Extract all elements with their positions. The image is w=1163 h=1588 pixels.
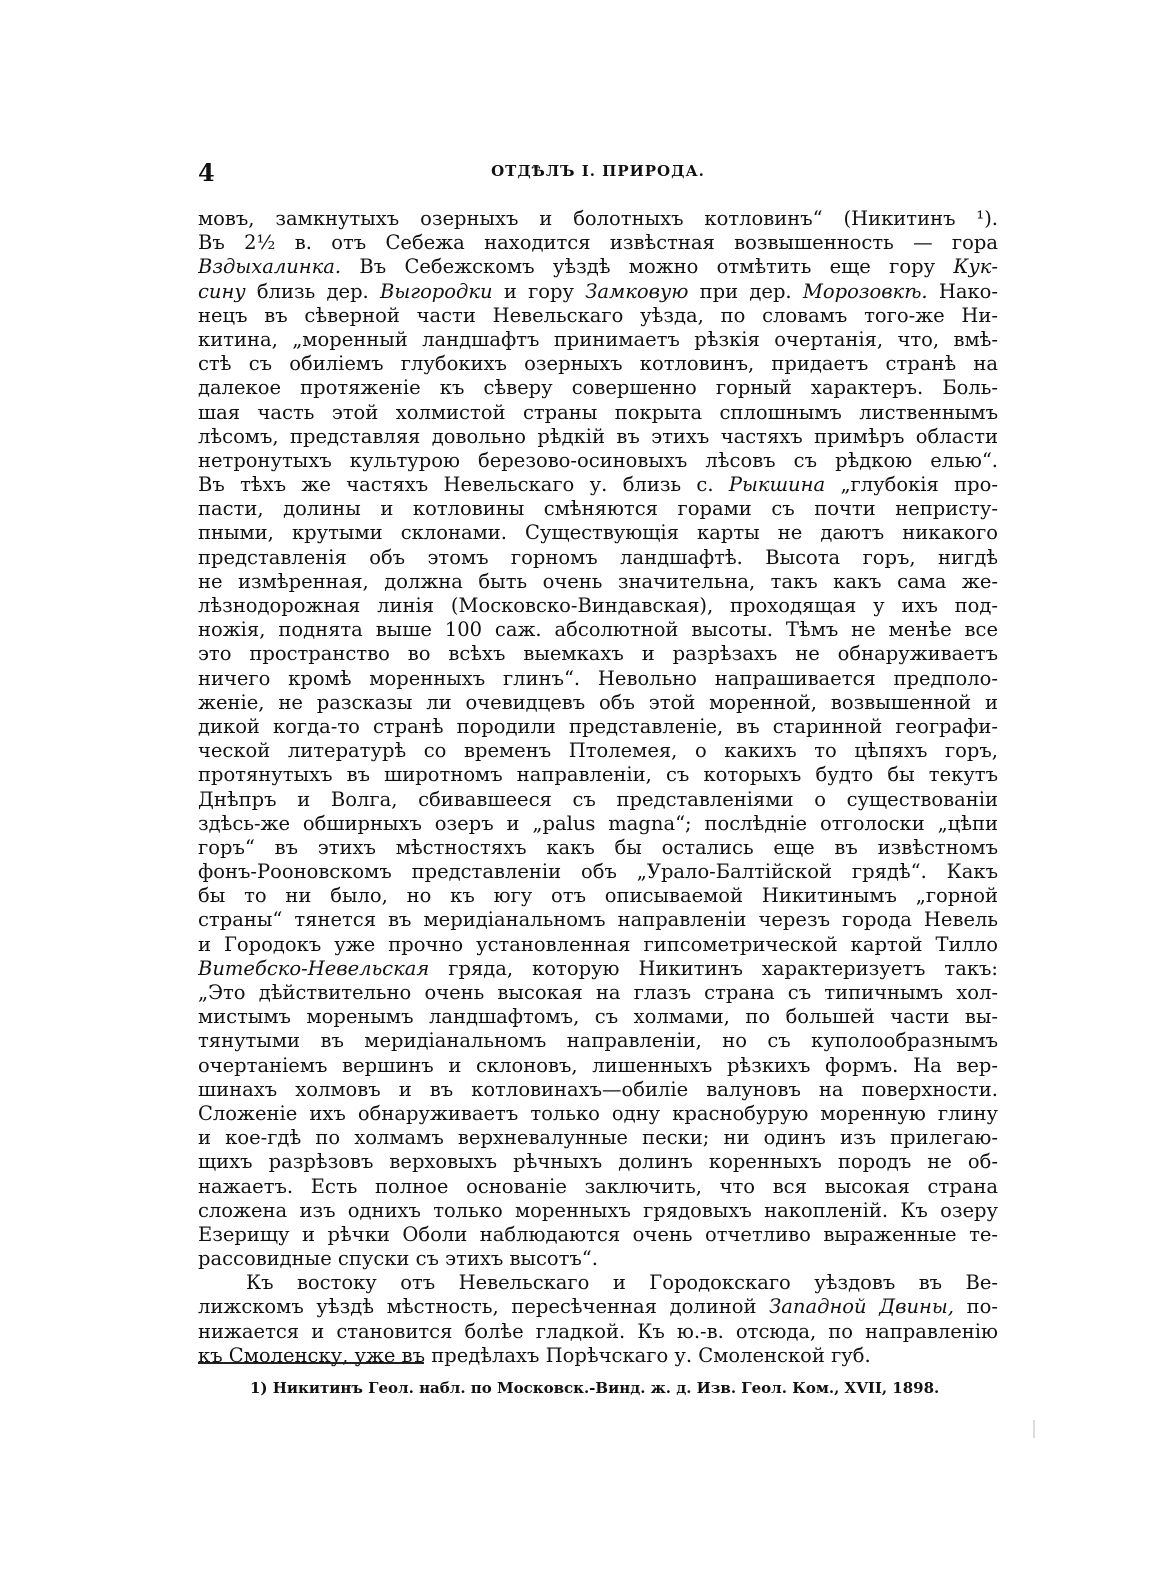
italic-text: сину — [198, 279, 246, 303]
text-run: рассовидные спуски съ этихъ высотъ“. — [198, 1247, 598, 1271]
text-line — [198, 1005, 998, 1029]
text-run: пасти, долины и котловины смѣняются горами съ почти непристу- — [198, 497, 998, 521]
text-line — [198, 933, 998, 957]
text-run: и Городокъ уже прочно установленная гипсометрической картой Тилло — [198, 932, 998, 956]
italic-text: Витебско-Невельская — [198, 956, 430, 980]
text-run: бы то ни было, но къ югу отъ описываемой Никитинымъ „горной — [198, 884, 998, 908]
text-line — [198, 1271, 998, 1295]
text-line — [198, 1175, 998, 1199]
text-line — [198, 1247, 998, 1271]
text-run: „Это дѣйствительно очень высокая на глазъ страна съ типичнымъ хол- — [198, 981, 998, 1004]
text-run: „глубокія про- — [825, 473, 998, 497]
text-line — [198, 812, 998, 836]
text-run: нажаетъ. Есть полное основаніе заключить, что вся высокая страна — [198, 1174, 998, 1198]
text-run: щихъ разрѣзовъ верховыхъ рѣчныхъ долинъ коренныхъ породъ не об- — [198, 1150, 998, 1174]
text-line — [198, 497, 998, 521]
text-line — [198, 1344, 998, 1368]
text-run: къ Смоленску, уже въ предѣлахъ Порѣчскаго у. Смоленской губ. — [198, 1343, 871, 1367]
text-run: ничего кромѣ моренныхъ глинъ“. Невольно напрашивается предполо- — [198, 666, 998, 690]
page-number: 4 — [198, 158, 215, 187]
text-run: Езерищу и рѣчки Оболи наблюдаются очень отчетливо выраженные те- — [198, 1222, 998, 1246]
text-run: и кое-гдѣ по холмамъ верхневалунные пески; ни одинъ изъ прилегаю- — [198, 1126, 998, 1150]
text-run: при дер. — [688, 279, 803, 303]
footnote-rule — [198, 1362, 424, 1364]
text-line — [198, 1126, 998, 1150]
text-line — [198, 1320, 998, 1344]
text-line — [198, 1223, 998, 1247]
text-run: близь дер. — [245, 279, 380, 303]
text-run: шинахъ холмовъ и въ котловинахъ—обиліе валуновъ на поверхности. — [198, 1077, 998, 1101]
text-line — [198, 255, 998, 279]
text-line — [198, 1102, 998, 1126]
text-run: мистымъ моренымъ ландшафтомъ, съ холмами, по большей части вы- — [198, 1005, 998, 1029]
italic-text: Морозовкѣ. — [802, 279, 928, 303]
text-run: представленія объ этомъ горномъ ландшафтѣ. Высота горъ, нигдѣ — [198, 545, 998, 569]
text-line — [198, 425, 998, 449]
text-run: Въ тѣхъ же частяхъ Невельскаго у. близь с. — [198, 473, 729, 497]
text-line — [198, 884, 998, 908]
footnote: 1) Никитинъ Геол. набл. по Московск.-Винд. ж. д. Изв. Геол. Ком., XVII, 1898. — [250, 1379, 940, 1397]
scan-mark — [1033, 1420, 1035, 1438]
text-line — [198, 908, 998, 932]
text-run: лѣсомъ, представляя довольно рѣдкій въ этихъ частяхъ примѣръ области — [198, 424, 998, 448]
text-run: дикой когда-то странѣ породили представленіе, въ старинной географи- — [198, 714, 998, 738]
text-line — [198, 715, 998, 739]
text-run: тянутыми въ меридіанальномъ направленіи, но съ куполообразнымъ — [198, 1029, 998, 1053]
text-run: гряда, которую Никитинъ характеризуетъ такъ: — [429, 956, 998, 980]
text-line — [198, 1199, 998, 1223]
text-line — [198, 860, 998, 884]
text-line — [198, 667, 998, 691]
text-line — [198, 352, 998, 376]
text-run: здѣсь-же обширныхъ озеръ и „palus magna“; послѣдніе отголоски „цѣпи — [198, 811, 998, 835]
italic-text: Западной Двины, — [769, 1295, 954, 1319]
text-line — [198, 231, 998, 255]
text-run: страны“ тянется въ меридіанальномъ направленіи черезъ города Невель — [198, 908, 998, 932]
text-run: ческой литературѣ со временъ Птолемея, о какихъ то цѣпяхъ горъ, — [198, 739, 998, 763]
text-line — [198, 981, 998, 1005]
text-run: Нако- — [927, 279, 998, 303]
text-run: не измѣренная, должна быть очень значительна, такъ какъ сама же- — [198, 569, 998, 593]
text-run: шая часть этой холмистой страны покрыта сплошнымъ лиственнымъ — [198, 400, 998, 424]
text-line — [198, 280, 998, 304]
text-line — [198, 473, 998, 497]
text-run: лѣзнодорожная линія (Московско-Виндавская), проходящая у ихъ под- — [198, 594, 998, 617]
text-line — [198, 691, 998, 715]
text-line — [198, 449, 998, 473]
text-run: пными, крутыми склонами. Существующія карты не даютъ никакого — [198, 521, 998, 545]
text-line — [198, 570, 998, 594]
text-run: фонъ-Рооновскомъ представленіи объ „Урало-Балтійской грядѣ“. Какъ — [198, 860, 998, 884]
text-line — [198, 546, 998, 570]
text-run: китина, „моренный ландшафтъ принимаетъ рѣзкія очертанія, что, вмѣ- — [198, 327, 998, 351]
running-head: ОТДѢЛЪ I. ПРИРОДА. — [491, 162, 705, 180]
text-run: по- — [953, 1295, 998, 1319]
text-run: нетронутыхъ культурою березово-осиновыхъ лѣсовъ съ рѣдкою елью“. — [198, 448, 998, 472]
text-line — [198, 1150, 998, 1174]
text-run: Днѣпръ и Волга, сбивавшееся съ представленіями о существованіи — [198, 787, 998, 811]
text-run: мовъ, замкнутыхъ озерныхъ и болотныхъ котловинъ“ (Никитинъ ¹). — [198, 207, 998, 230]
text-line — [198, 1295, 998, 1319]
text-line — [198, 1029, 998, 1053]
text-line — [198, 401, 998, 425]
italic-text: Замковую — [585, 279, 689, 303]
text-run: горъ“ въ этихъ мѣстностяхъ какъ бы остались еще въ извѣстномъ — [198, 835, 998, 859]
text-line — [198, 594, 998, 618]
italic-text: Кук- — [953, 255, 998, 279]
text-line — [198, 376, 998, 400]
italic-text: Вздыхалинка. — [198, 255, 342, 279]
text-run: и гору — [492, 279, 586, 303]
text-line — [198, 521, 998, 545]
italic-text: Рыкшина — [728, 473, 826, 497]
text-run: очертаніемъ вершинъ и склоновъ, лишенныхъ рѣзкихъ формъ. На вер- — [198, 1053, 998, 1077]
text-line — [198, 328, 998, 352]
text-run: протянутыхъ въ широтномъ направленіи, съ которыхъ будто бы текутъ — [198, 763, 998, 787]
page-header — [198, 158, 998, 188]
text-run: Къ востоку отъ Невельскаго и Городокскаго уѣздовъ въ Ве- — [246, 1271, 998, 1295]
paragraph — [198, 1271, 998, 1368]
text-line — [198, 788, 998, 812]
text-line — [198, 763, 998, 787]
text-run: Въ 2½ в. отъ Себежа находится извѣстная возвышенность — гора — [198, 231, 998, 255]
text-run: Въ Себежскомъ уѣздѣ можно отмѣтить еще гору — [341, 255, 954, 279]
text-run: Сложеніе ихъ обнаруживаетъ только одну краснобурую моренную глину — [198, 1101, 998, 1125]
text-run: нецъ въ сѣверной части Невельскаго уѣзда, по словамъ того-же Ни- — [198, 303, 998, 327]
text-line — [198, 1078, 998, 1102]
text-line — [198, 207, 998, 231]
text-line — [198, 836, 998, 860]
paragraph — [198, 207, 998, 1271]
text-line — [198, 642, 998, 666]
text-run: сложена изъ однихъ только моренныхъ грядовыхъ накопленій. Къ озеру — [198, 1198, 998, 1222]
text-line — [198, 739, 998, 763]
text-run: далекое протяженіе къ сѣверу совершенно горный характеръ. Боль- — [198, 376, 998, 400]
text-run: стѣ съ обиліемъ глубокихъ озерныхъ котловинъ, придаетъ странѣ на — [198, 352, 998, 376]
italic-text: Выгородки — [380, 279, 493, 303]
text-run: лижскомъ уѣздѣ мѣстность, пересѣченная долиной — [198, 1295, 770, 1319]
text-line — [198, 618, 998, 642]
text-run: нижается и становится болѣе гладкой. Къ ю.-в. отсюда, по направленію — [198, 1319, 998, 1343]
text-line — [198, 304, 998, 328]
text-line — [198, 1054, 998, 1078]
body-text — [198, 207, 998, 1368]
text-run: женіе, не разсказы ли очевидцевъ объ этой моренной, возвышенной и — [198, 690, 998, 714]
text-line — [198, 957, 998, 981]
text-run: ножія, поднята выше 100 саж. абсолютной высоты. Тѣмъ не менѣе все — [198, 618, 998, 642]
text-run: это пространство во всѣхъ выемкахъ и разрѣзахъ не обнаруживаетъ — [198, 642, 998, 666]
